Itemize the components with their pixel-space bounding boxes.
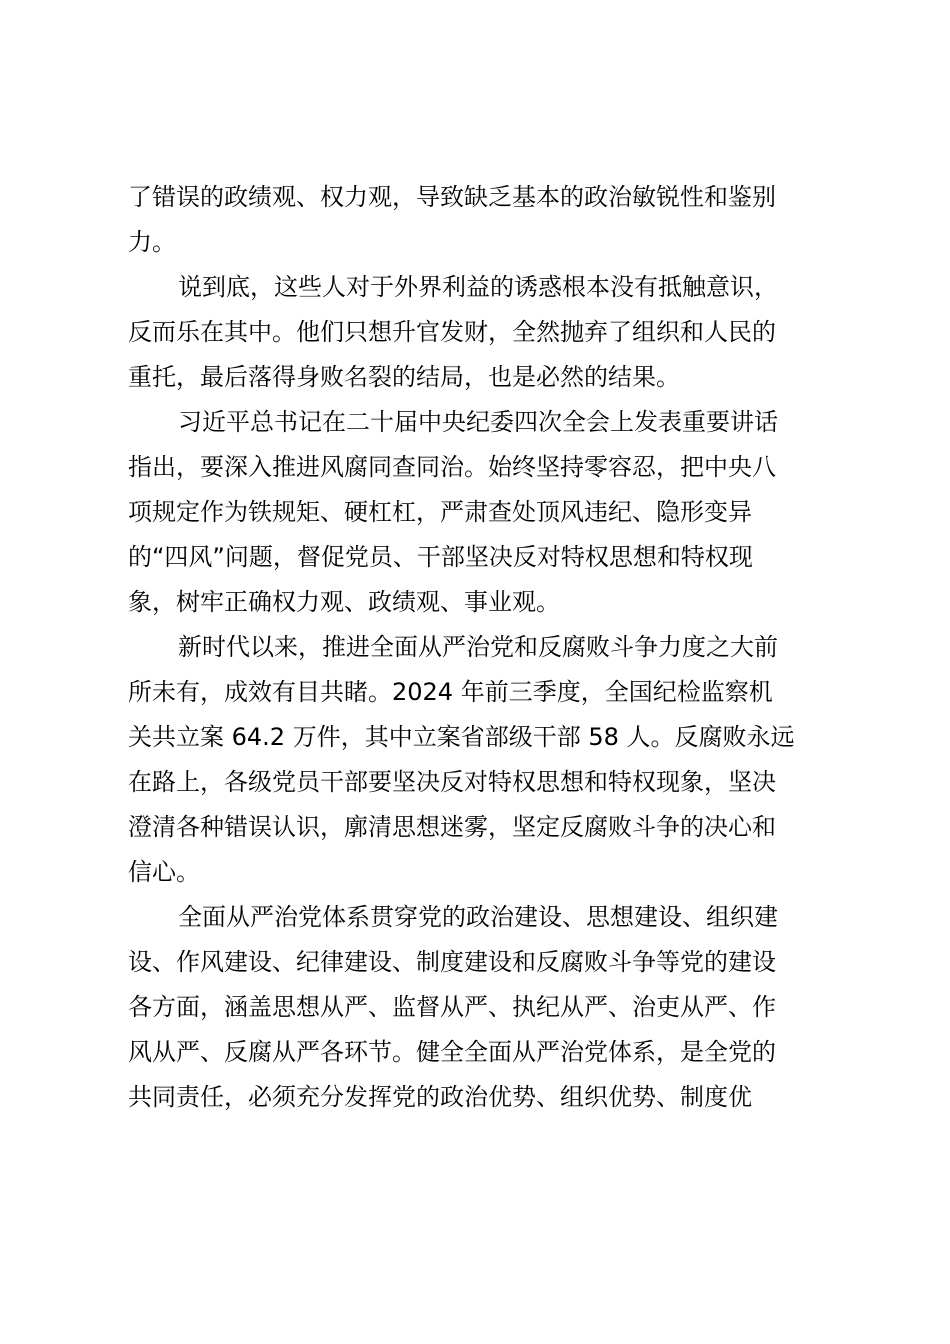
text-line: 在路上，各级党员干部要坚决反对特权思想和特权现象，坚决: [128, 768, 776, 796]
text-line: 的“四风”问题，督促党员、干部坚决反对特权思想和特权现: [128, 543, 753, 571]
text-line: 项规定作为铁规矩、硬杠杠，严肃查处顶风违纪、隐形变异: [128, 498, 752, 526]
text-line: 关共立案 64.2 万件，其中立案省部级干部 58 人。反腐败永远: [128, 723, 795, 751]
text-line: 指出，要深入推进风腐同查同治。始终坚持零容忍，把中央八: [128, 453, 776, 481]
text-line: 象，树牢正确权力观、政绩观、事业观。: [128, 588, 560, 616]
text-line: 说到底，这些人对于外界利益的诱惑根本没有抵触意识，: [178, 273, 778, 301]
paragraph-2: [128, 265, 828, 400]
paragraph-4: [128, 625, 828, 895]
text-line: 各方面，涵盖思想从严、监督从严、执纪从严、治吏从严、作: [128, 993, 776, 1021]
text-line: 全面从严治党体系贯穿党的政治建设、思想建设、组织建: [178, 903, 778, 931]
text-line: 了错误的政绩观、权力观，导致缺乏基本的政治敏锐性和鉴别: [128, 183, 776, 211]
text-line: 共同责任，必须充分发挥党的政治优势、组织优势、制度优: [128, 1083, 752, 1111]
text-line: 澄清各种错误认识，廓清思想迷雾，坚定反腐败斗争的决心和: [128, 813, 776, 841]
text-line: 力。: [128, 228, 176, 256]
body-text: [128, 175, 828, 1120]
text-line: 重托，最后落得身败名裂的结局，也是必然的结果。: [128, 363, 680, 391]
text-line: 新时代以来，推进全面从严治党和反腐败斗争力度之大前: [178, 633, 778, 661]
paragraph-5: [128, 895, 828, 1120]
paragraph-3: [128, 400, 828, 625]
text-line: 设、作风建设、纪律建设、制度建设和反腐败斗争等党的建设: [128, 948, 776, 976]
text-line: 习近平总书记在二十届中央纪委四次全会上发表重要讲话: [178, 408, 778, 436]
paragraph-1: [128, 175, 828, 265]
text-line: 风从严、反腐从严各环节。健全全面从严治党体系，是全党的: [128, 1038, 776, 1066]
text-line: 所未有，成效有目共睹。2024 年前三季度，全国纪检监察机: [128, 678, 773, 706]
text-line: 反而乐在其中。他们只想升官发财，全然抛弃了组织和人民的: [128, 318, 776, 346]
text-line: 信心。: [128, 858, 200, 886]
